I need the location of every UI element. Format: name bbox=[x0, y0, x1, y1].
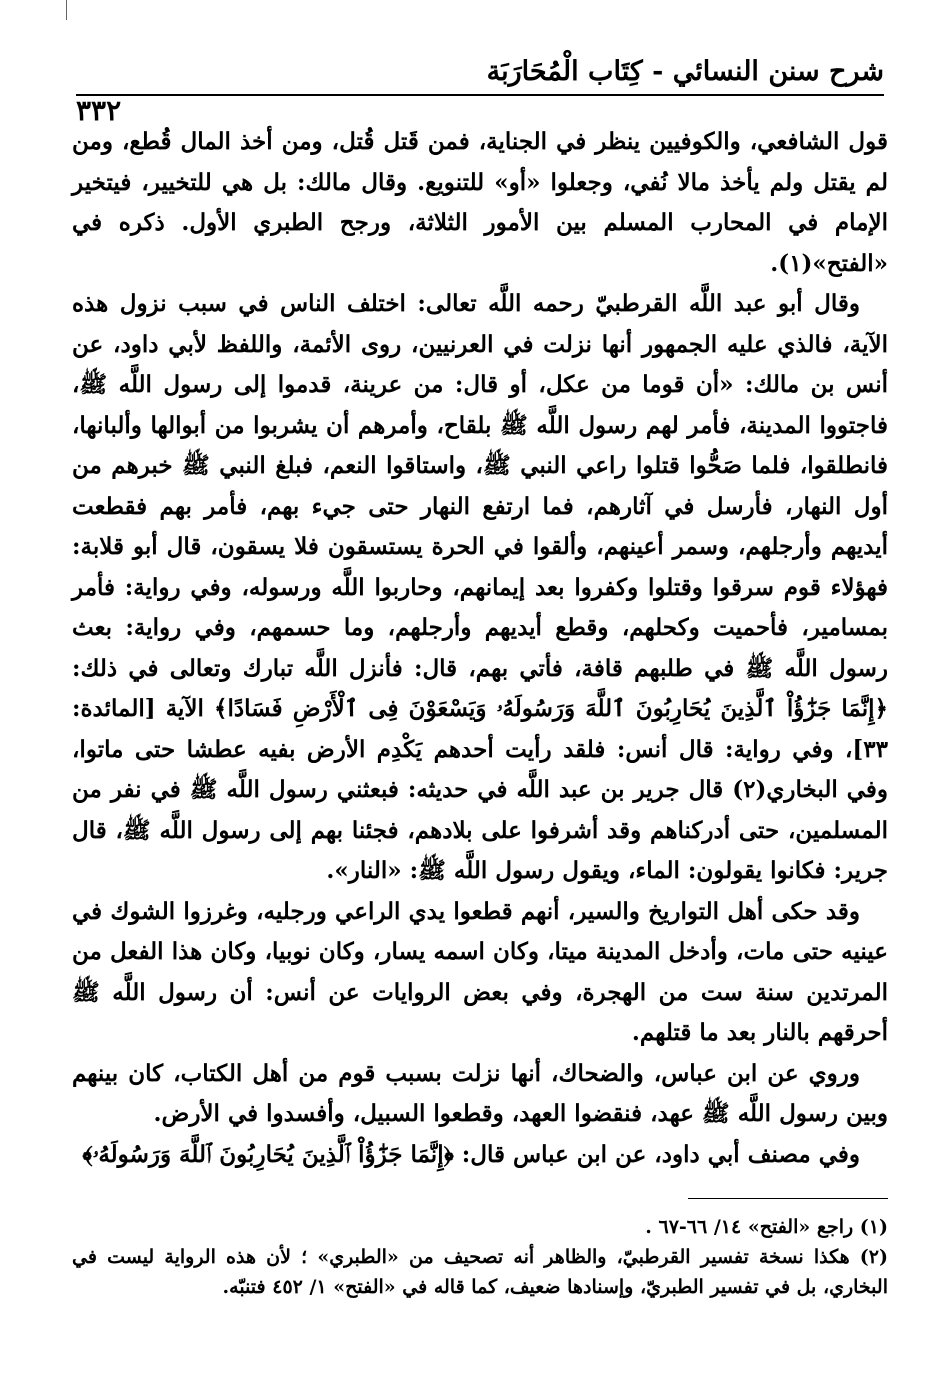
footnote-separator bbox=[688, 1198, 888, 1199]
footnote: (٢) هكذا نسخة تفسير القرطبيّ، والظاهر أنه تصحيف من «الطبري» ؛ لأن هذه الرواية ليست في البخاري، بل في تفسير الطبريّ، وإسنادها ضعيف، كما قاله في «الفتح» ١/ ٤٥٢ فتنبّه. bbox=[72, 1246, 888, 1298]
footnote: (١) راجع «الفتح» ١٤/ ٦٦-٦٧ . bbox=[645, 1216, 888, 1238]
paragraph: قول الشافعي، والكوفيين ينظر في الجناية، فمن قَتل قُتل، ومن أخذ المال قُطع، ومن لم يقتل ولم يأخذ مالا نُفي، وجعلوا «أو» للتنويع. وقال مالك: بل هي للتخيير، فيتخير الإمام في المحارب المسلم بين الأمور الثلاثة، ورجح الطبري الأول. ذكره في «الفتح»(١). bbox=[72, 128, 888, 277]
page-number: ٣٣٢ bbox=[76, 94, 122, 127]
paragraph: وروي عن ابن عباس، والضحاك، أنها نزلت بسبب قوم من أهل الكتاب، كان بينهم وبين رسول اللَّه ﷺ عهد، فنقضوا العهد، وقطعوا السبيل، وأفسدوا في الأرض. bbox=[72, 1059, 888, 1127]
gutter-mark bbox=[66, 0, 67, 20]
main-text bbox=[72, 122, 888, 1175]
page-header bbox=[76, 54, 884, 127]
paragraph: وقد حكى أهل التواريخ والسير، أنهم قطعوا يدي الراعي ورجليه، وغرزوا الشوك في عينيه حتى مات، وأدخل المدينة ميتا، وكان اسمه يسار، وكان نوبيا، وكان هذا الفعل من المرتدين سنة ست من الهجرة، وفي بعض الروايات عن أنس: أن رسول اللَّه ﷺ أحرقهم بالنار بعد ما قتلهم. bbox=[72, 897, 888, 1046]
paragraph: وقال أبو عبد اللَّه القرطبيّ رحمه اللَّه تعالى: اختلف الناس في سبب نزول هذه الآية، فالذي عليه الجمهور أنها نزلت في العرنيين، روى الأئمة، واللفظ لأبي داود، عن أنس بن مالك: «أن قوما من عكل، أو قال: من عرينة، قدموا إلى رسول اللَّه ﷺ، فاجتووا المدينة، فأمر لهم رسول اللَّه ﷺ بلقاح، وأمرهم أن يشربوا من أبوالها وألبانها، فانطلقوا، فلما صَحُّوا قتلوا راعي النبي ﷺ، واستاقوا النعم، فبلغ النبي ﷺ خبرهم من أول النهار، فأرسل في آثارهم، فما ارتفع النهار حتى جيء بهم، فأمر بهم فقطعت أيديهم وأرجلهم، وسمر أعينهم، وألقوا في الحرة يستسقون فلا يسقون، قال أبو قلابة: فهؤلاء قوم سرقوا وقتلوا وكفروا بعد إيمانهم، وحاربوا اللَّه ورسوله، وفي رواية: فأمر بمسامير، فأحميت وكحلهم، وقطع أيديهم وأرجلهم، وما حسمهم، وفي رواية: بعث رسول اللَّه ﷺ في طلبهم قافة، فأتي بهم، قال: فأنزل اللَّه تبارك وتعالى في ذلك: ﴿إِنَّمَا جَزَٰٓؤُاْ ٱلَّذِينَ يُحَارِبُونَ ٱللَّهَ وَرَسُولَهُۥ وَيَسْعَوْنَ فِى ٱلْأَرْضِ فَسَادًا﴾ الآية [المائدة: ٣٣]، وفي رواية: قال أنس: فلقد رأيت أحدهم يَكْدِم الأرض بفيه عطشا حتى ماتوا، وفي البخاري(٢) قال جرير بن عبد اللَّه في حديثه: فبعثني رسول اللَّه ﷺ في نفر من المسلمين، حتى أدركناهم وقد أشرفوا على بلادهم، فجئنا بهم إلى رسول اللَّه ﷺ، قال جرير: فكانوا يقولون: الماء، ويقول رسول اللَّه ﷺ: «النار». bbox=[72, 290, 888, 884]
paragraph: وفي مصنف أبي داود، عن ابن عباس قال: ﴿إِنَّمَا جَزَٰٓؤُاْ ٱلَّذِينَ يُحَارِبُونَ ٱللَّهَ وَرَسُولَهُۥ﴾ bbox=[82, 1140, 860, 1168]
footnotes bbox=[72, 1212, 888, 1302]
running-title: شرح سنن النسائي - كِتَاب الْمُحَارَبَة bbox=[486, 56, 884, 87]
header-rule bbox=[76, 94, 884, 96]
